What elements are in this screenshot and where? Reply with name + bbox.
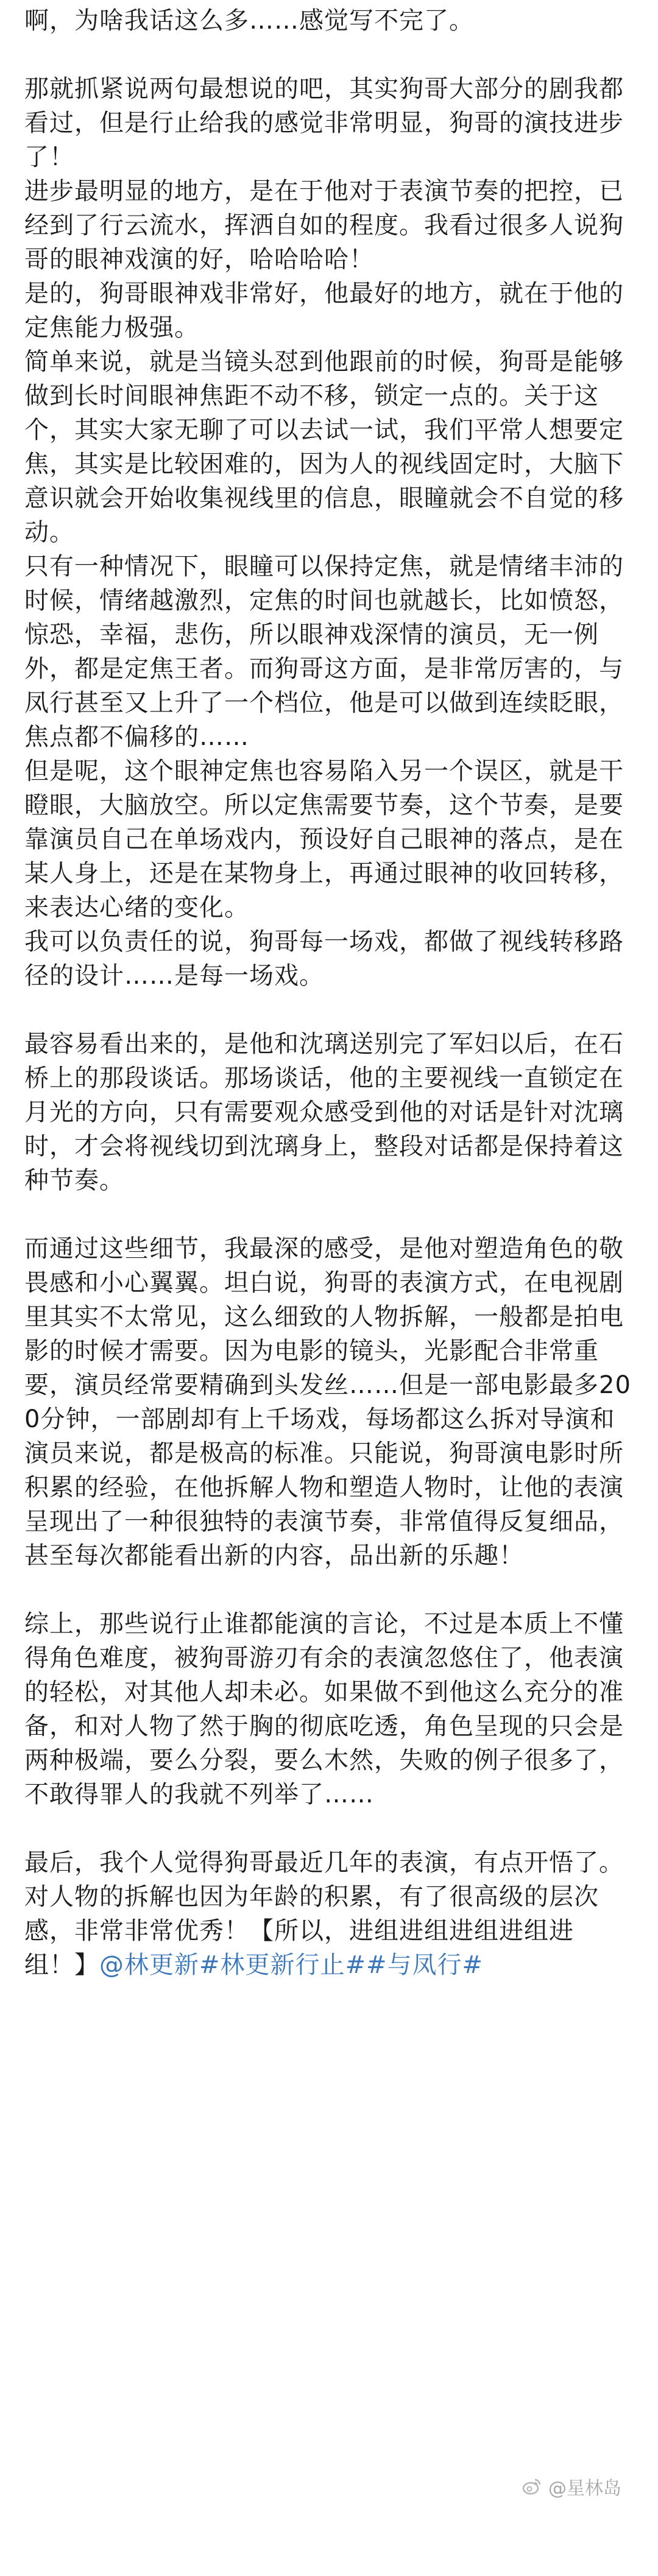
paragraph-6: 只有一种情况下，眼瞳可以保持定焦，就是情绪丰沛的时候，情绪越激烈，定焦的时间也就越长，比如愤怒，惊恐，幸福，悲伤，所以眼神戏深情的演员，无一例外，都是定焦王者。而狗哥这方面，是非常厉害的，与凤行甚至又上升了一个档位，他是可以做到连续眨眼，焦点都不偏移的…… — [24, 552, 624, 751]
paragraph-5: 简单来说，就是当镜头怼到他跟前的时候，狗哥是能够做到长时间眼神焦距不动不移，锁定一点的。关于这个，其实大家无聊了可以去试一试，我们平常人想要定焦，其实是比较困难的，因为人的视线固定时，大脑下意识就会开始收集视线里的信息，眼瞳就会不自觉的移动。 — [24, 348, 624, 546]
hashtag-link-1[interactable]: #林更新行止# — [199, 1951, 367, 1979]
paragraph-9: 最容易看出来的，是他和沈璃送别完了军妇以后，在石桥上的那段谈话。那场谈话，他的主要视线一直锁定在月光的方向，只有需要观众感受到他的对话是针对沈璃时，才会将视线切到沈璃身上，整段对话都是保持着这种节奏。 — [24, 1030, 624, 1194]
paragraph-11: 综上，那些说行止谁都能演的言论，不过是本质上不懂得角色难度，被狗哥游刃有余的表演忽悠住了，他表演的轻松，对其他人却未必。如果做不到他这么充分的准备，和对人物了然于胸的彻底吃透，角色呈现的只会是两种极端，要么分裂，要么木然，失败的例子很多了，不敢得罪人的我就不列举了…… — [24, 1610, 624, 1808]
watermark — [522, 2473, 621, 2500]
weibo-logo-icon — [522, 2476, 542, 2497]
mention-link[interactable]: @林更新 — [99, 1951, 199, 1979]
paragraph-2: 那就抓紧说两句最想说的吧，其实狗哥大部分的剧我都看过，但是行止给我的感觉非常明显，狗哥的演技进步了！ — [24, 75, 624, 171]
paragraph-1: 啊，为啥我话这么多……感觉写不完了。 — [24, 7, 474, 35]
paragraph-12 — [24, 1846, 634, 1982]
watermark-text: @星林岛 — [548, 2478, 621, 2499]
paragraph-8: 我可以负责任的说，狗哥每一场戏，都做了视线转移路径的设计……是每一场戏。 — [24, 928, 624, 990]
paragraph-4: 是的，狗哥眼神戏非常好，他最好的地方，就在于他的定焦能力极强。 — [24, 280, 624, 342]
closing-text: 最后，我个人觉得狗哥最近几年的表演，有点开悟了。对人物的拆解也因为年龄的积累，有了很高级的层次感，非常非常优秀！【所以，进组进组进组进组进组！】 — [24, 1849, 624, 1979]
post-body — [24, 4, 634, 2016]
hashtag-link-2[interactable]: #与凤行# — [366, 1951, 484, 1979]
paragraph-10: 而通过这些细节，我最深的感受，是他对塑造角色的敬畏感和小心翼翼。坦白说，狗哥的表演方式，在电视剧里其实不太常见，这么细致的人物拆解，一般都是拍电影的时候才需要。因为电影的镜头，光影配合非常重要，演员经常要精确到头发丝……但是一部电影最多200分钟，一部剧却有上千场戏，每场都这么拆对导演和演员来说，都是极高的标准。只能说，狗哥演电影时所积累的经验，在他拆解人物和塑造人物时，让他的表演呈现出了一种很独特的表演节奏，非常值得反复细品，甚至每次都能看出新的内容，品出新的乐趣！ — [24, 1235, 631, 1570]
paragraph-3: 进步最明显的地方，是在于他对于表演节奏的把控，已经到了行云流水，挥洒自如的程度。我看过很多人说狗哥的眼神戏演的好，哈哈哈哈！ — [24, 177, 624, 273]
paragraph-7: 但是呢，这个眼神定焦也容易陷入另一个误区，就是干瞪眼，大脑放空。所以定焦需要节奏，这个节奏，是要靠演员自己在单场戏内，预设好自己眼神的落点，是在某人身上，还是在某物身上，再通过眼神的收回转移，来表达心绪的变化。 — [24, 757, 624, 922]
